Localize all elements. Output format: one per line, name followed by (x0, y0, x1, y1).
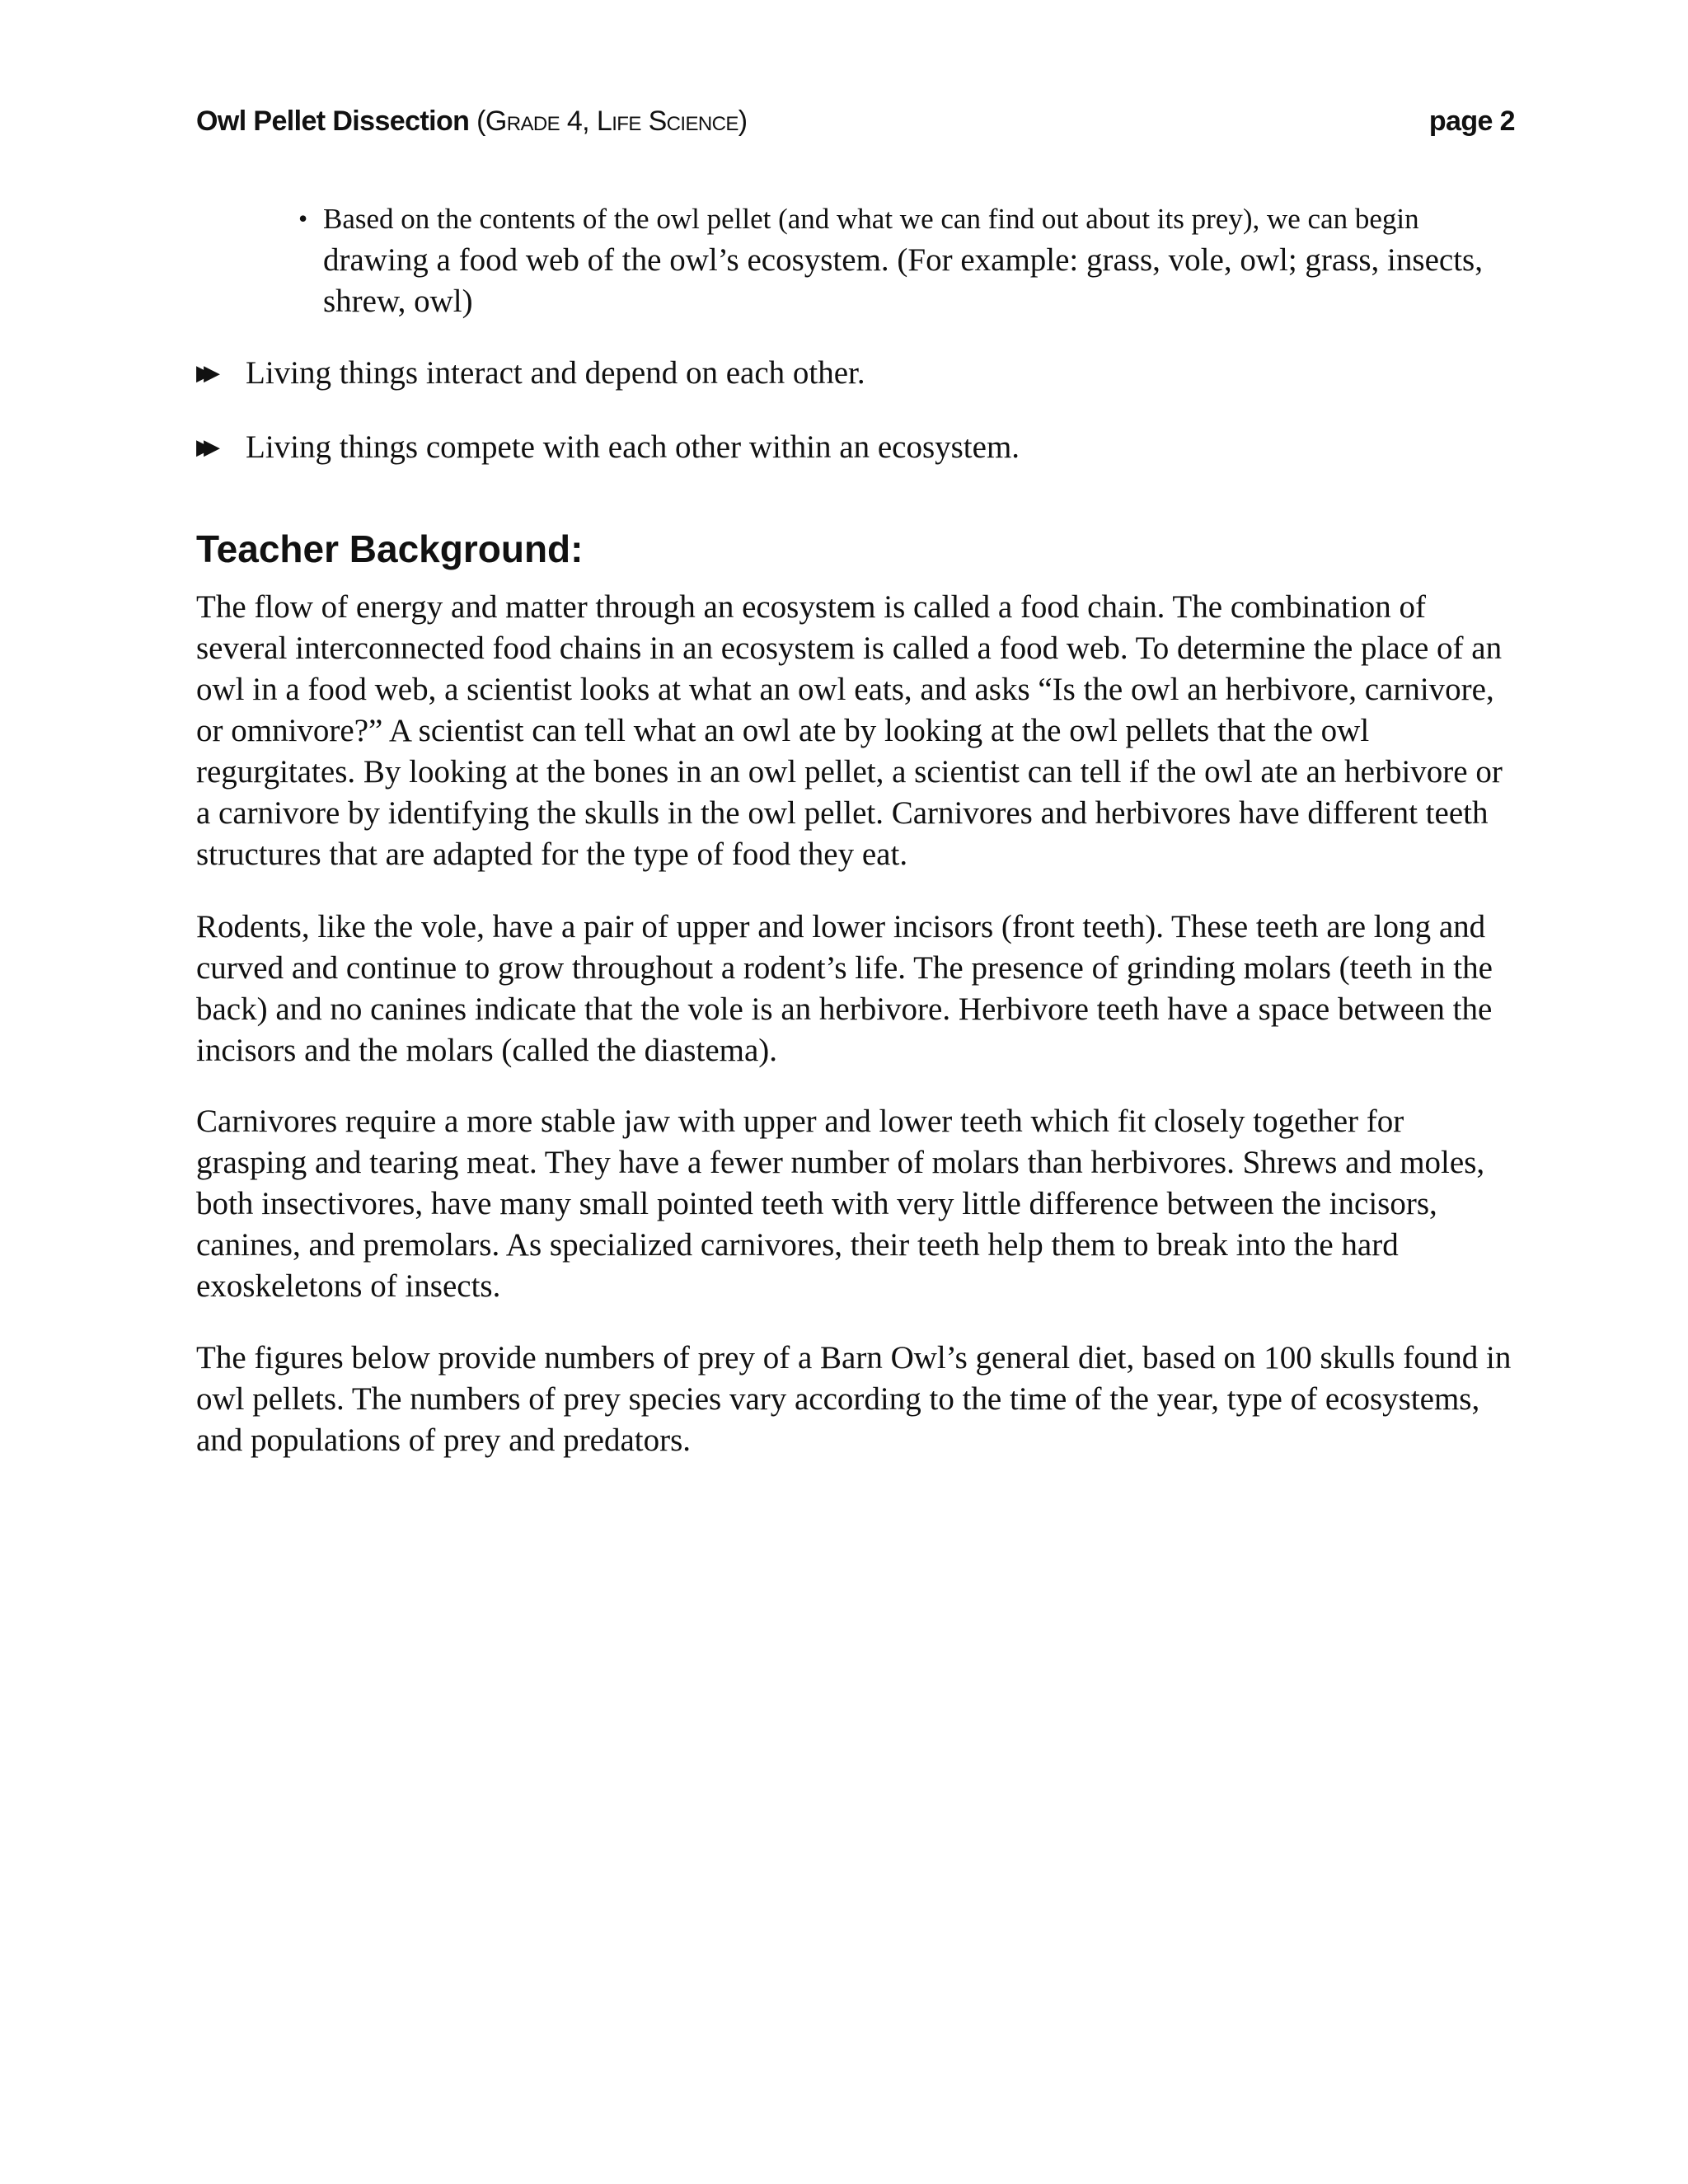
header-life-initial: L (596, 105, 612, 137)
header-grade-initial: G (485, 105, 507, 137)
bullet-item (196, 353, 1515, 394)
header-title: Owl Pellet Dissection (196, 105, 470, 137)
document-page (196, 0, 1515, 2184)
paragraph: Rodents, like the vole, have a pair of upper and lower incisors (front teeth). These teeth are long and curved and continue to grow throughout a rodent’s life. The presence of grinding molars (teeth in the back) and no canines indicate that the vole is an herbivore. Herbivore teeth have a space between the incisors and the molars (called the diastema). (196, 909, 1493, 1068)
sub-bullet-lead: Based on the contents of the owl pellet (and what we can find out about its prey), we can begin (323, 203, 1419, 235)
header-sub-open: ( (469, 105, 485, 137)
bullet-text: Living things compete with each other within an ecosystem. (246, 429, 1020, 465)
header-subtitle (469, 105, 747, 137)
paragraph: The figures below provide numbers of prey of a Barn Owl’s general diet, based on 100 skulls found in owl pellets. The numbers of prey species vary according to the time of the year, type of ecosystems, and populations of prey and predators. (196, 1340, 1512, 1458)
paragraph: Carnivores require a more stable jaw with upper and lower teeth which fit closely together for grasping and tearing meat. They have a fewer number of molars than herbivores. Shrews and moles, both insectivores, have many small pointed teeth with very little difference between the incisors, canines, and premolars. As specialized carnivores, their teeth help them to break into the hard exoskeletons of insects. (196, 1104, 1485, 1304)
paragraph: The flow of energy and matter through an ecosystem is called a food chain. The combination of several interconnected food chains in an ecosystem is called a food web. To determine the place of an owl in a food web, a scientist looks at what an owl eats, and asks “Is the owl an herbivore, carnivore, or omnivore?” A scientist can tell what an owl ate by looking at the owl pellets that the owl regurgitates. By looking at the bones in an owl pellet, a scientist can tell if the owl ate an herbivore or a carnivore by identifying the skulls in the owl pellet. Carnivores and herbivores have different teeth structures that are adapted for the type of food they eat. (196, 589, 1503, 872)
page-number: page 2 (1428, 105, 1515, 137)
header-grade-rest: rade 4, (506, 105, 597, 137)
bullet-dot-icon: • (298, 204, 308, 233)
bullet-item (196, 427, 1515, 468)
header-life-rest: ife (612, 105, 649, 137)
page-header (196, 101, 1515, 142)
header-sub-close: ) (738, 105, 748, 137)
sub-bullet-item (298, 198, 1515, 322)
double-arrow-icon: ▶▶ (196, 361, 211, 386)
bullet-text: Living things interact and depend on each other. (246, 355, 865, 391)
sub-bullet-rest: drawing a food web of the owl’s ecosystem. (For example: grass, vole, owl; grass, insects, shrew, owl) (323, 242, 1483, 319)
header-left (196, 101, 747, 142)
header-science-rest: cience (666, 105, 738, 137)
header-science-initial: S (648, 105, 667, 137)
section-heading: Teacher Background: (196, 527, 584, 570)
double-arrow-icon: ▶▶ (196, 435, 211, 460)
